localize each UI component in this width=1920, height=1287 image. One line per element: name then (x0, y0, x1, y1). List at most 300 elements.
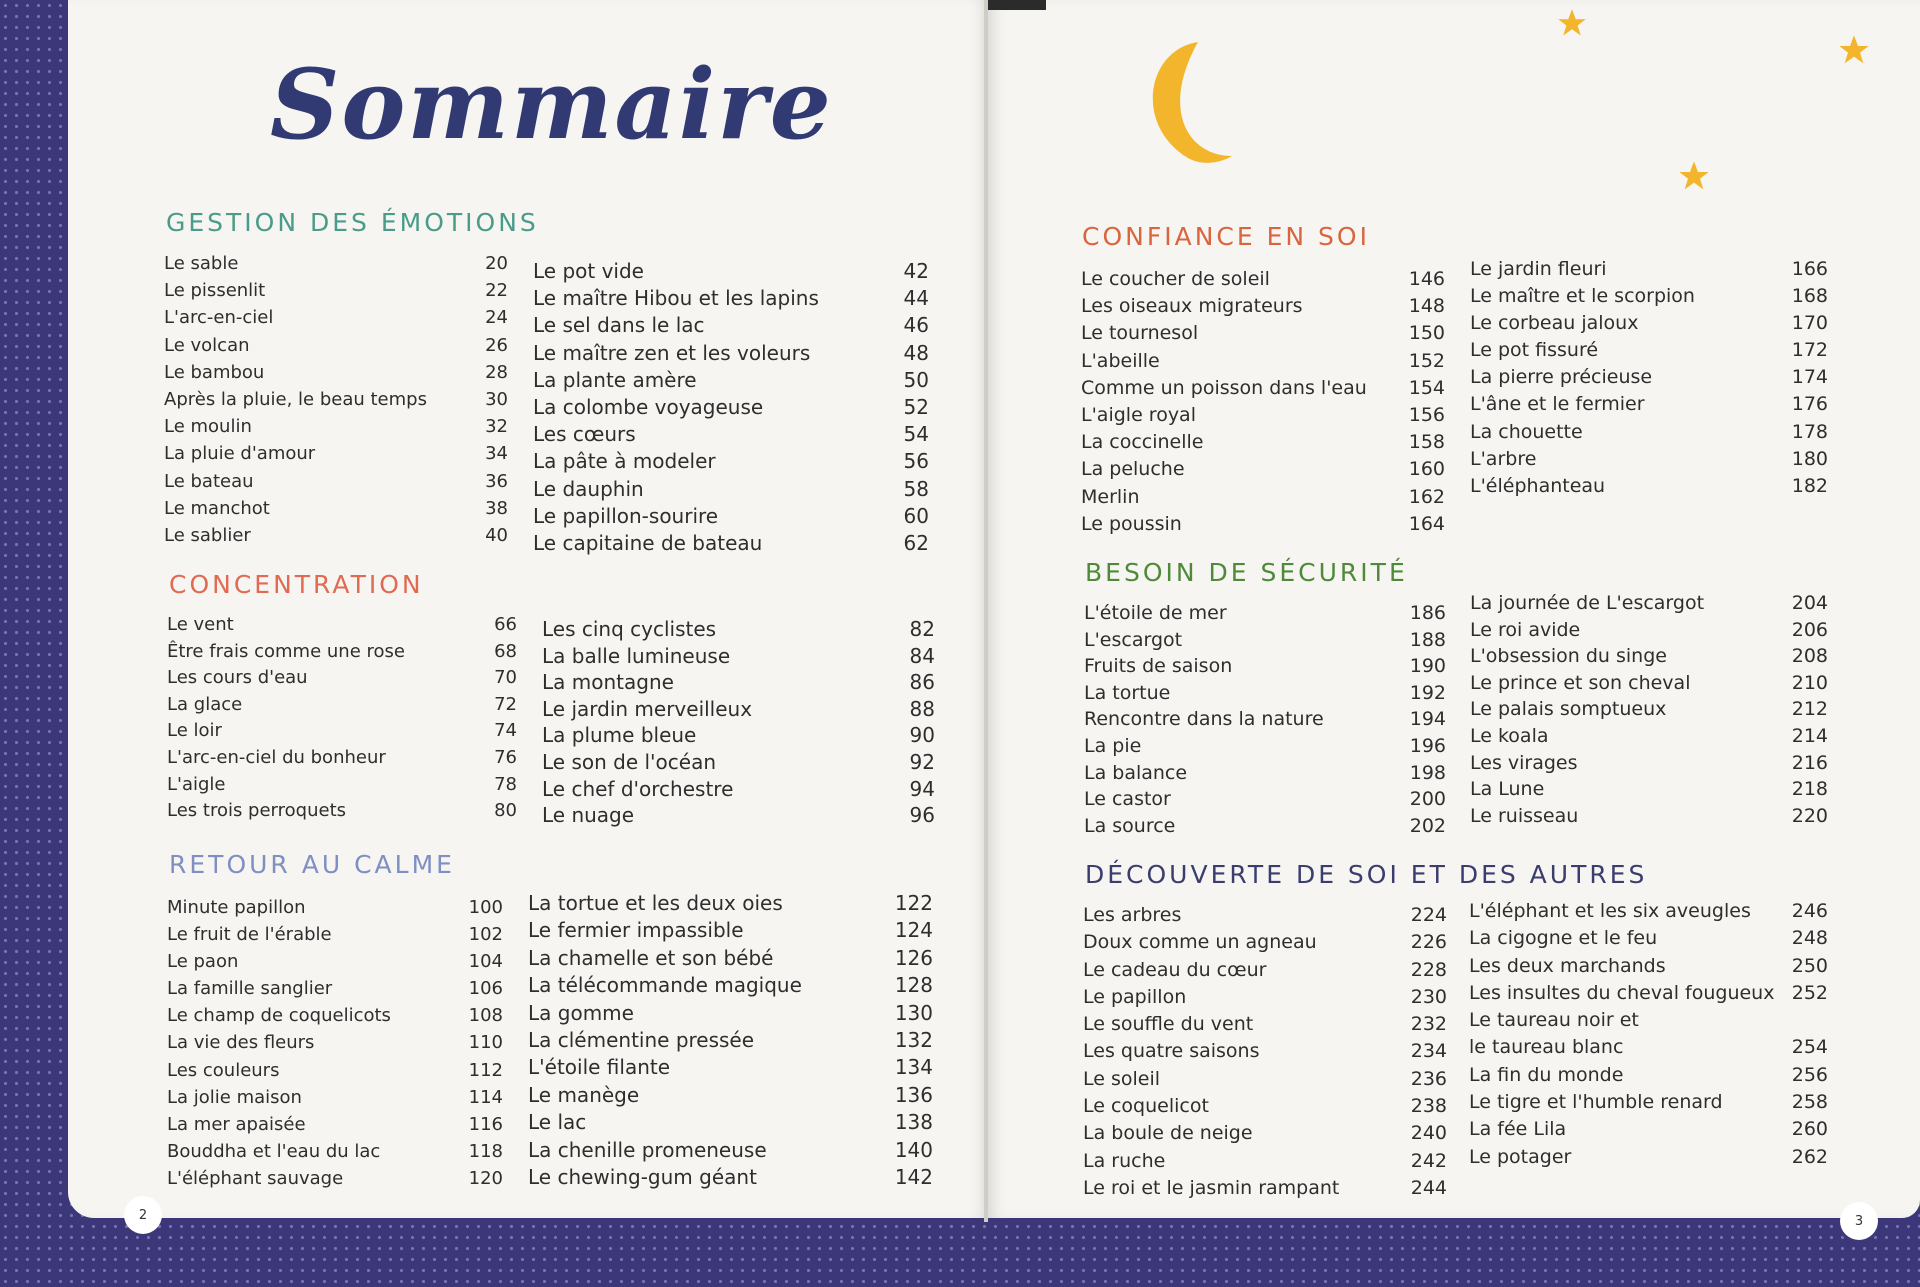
toc-entry-title: Les insultes du cheval fougueux (1469, 981, 1775, 1004)
toc-entry (1081, 511, 1445, 538)
toc-entry (167, 1084, 503, 1111)
toc-entry (164, 359, 508, 386)
toc-entry-title: L'éléphant sauvage (167, 1167, 344, 1189)
toc-entry-page: 68 (494, 640, 517, 662)
toc-entry-title: Le jardin merveilleux (542, 696, 753, 721)
toc-list (528, 890, 933, 1191)
toc-entry-page: 30 (485, 389, 508, 411)
toc-entry-page: 102 (468, 924, 503, 946)
toc-entry-title: La peluche (1081, 458, 1185, 481)
toc-entry (1469, 1089, 1828, 1116)
toc-entry-title: Le coucher de soleil (1081, 268, 1270, 290)
toc-entry (164, 386, 508, 413)
toc-entry-page: 178 (1791, 420, 1828, 443)
toc-entry (1470, 364, 1828, 391)
toc-entry-page: 232 (1410, 1013, 1447, 1036)
toc-entry-page: 122 (894, 891, 933, 915)
toc-entry-title: Le volcan (164, 334, 250, 356)
toc-entry (1469, 1034, 1828, 1061)
toc-entry (167, 1165, 503, 1192)
toc-entry-page: 92 (909, 749, 935, 774)
toc-entry (1470, 670, 1828, 697)
toc-entry-page: 166 (1791, 258, 1828, 280)
toc-entry-title: Le papillon (1083, 985, 1187, 1008)
toc-entry (528, 1082, 933, 1109)
toc-entry-page: 220 (1791, 804, 1828, 827)
toc-entry-title: Le pot fissuré (1470, 339, 1599, 362)
toc-entry-title: Le roi et le jasmin rampant (1083, 1176, 1340, 1199)
toc-entry (1083, 1011, 1447, 1038)
toc-entry-page: 218 (1791, 778, 1828, 801)
toc-entry-page: 32 (485, 416, 508, 438)
toc-entry-title: La pierre précieuse (1470, 366, 1653, 389)
toc-entry-page: 48 (903, 340, 929, 365)
toc-entry (533, 394, 929, 421)
toc-entry (1470, 803, 1828, 830)
toc-entry-page: 202 (1409, 814, 1446, 837)
toc-entry-title: Le paon (167, 951, 239, 973)
toc-entry-page: 140 (894, 1137, 933, 1162)
toc-entry (1084, 627, 1446, 654)
toc-list (1084, 600, 1446, 839)
toc-entry-title: L'éléphant et les six aveugles (1469, 900, 1751, 922)
toc-entry (1470, 391, 1828, 418)
toc-entry-page: 186 (1409, 602, 1446, 624)
toc-entry (1470, 617, 1828, 644)
toc-entry-page: 236 (1410, 1067, 1447, 1090)
toc-entry (167, 745, 517, 772)
toc-entry-title: Les oiseaux migrateurs (1081, 295, 1303, 318)
toc-entry (164, 495, 508, 522)
star-icon (1557, 8, 1587, 38)
toc-entry-title: L'arbre (1470, 447, 1537, 470)
toc-entry-title: La ruche (1083, 1149, 1166, 1172)
toc-entry (1084, 600, 1446, 627)
toc-entry-title: Merlin (1081, 485, 1140, 508)
toc-entry-title: Le vent (167, 614, 234, 635)
toc-entry (1469, 1144, 1828, 1171)
toc-entry-title: Le capitaine de bateau (533, 531, 763, 556)
toc-entry-title: Les trois perroquets (167, 800, 347, 822)
toc-entry-page: 46 (903, 313, 929, 338)
toc-entry (1469, 898, 1828, 925)
toc-entry-page: 116 (468, 1113, 503, 1135)
toc-entry-page: 40 (485, 525, 508, 547)
toc-entry-title: L'abeille (1081, 349, 1160, 372)
toc-entry-title: Le chewing-gum géant (528, 1165, 757, 1190)
toc-entry-title: Le chef d'orchestre (542, 776, 734, 801)
toc-entry (164, 250, 508, 277)
toc-entry-title: Les deux marchands (1469, 954, 1666, 977)
toc-entry-page: 124 (894, 918, 933, 943)
toc-entry (542, 643, 935, 670)
toc-entry (167, 612, 517, 639)
toc-entry-title: Le soleil (1083, 1067, 1161, 1090)
toc-entry (1081, 429, 1445, 456)
toc-entry (1083, 984, 1447, 1011)
toc-entry (542, 776, 935, 803)
toc-entry-title: La source (1084, 814, 1176, 837)
toc-entry (1083, 929, 1447, 956)
toc-entry-title: Le coquelicot (1083, 1095, 1209, 1118)
toc-entry-page: 256 (1791, 1063, 1828, 1086)
toc-entry-page: 152 (1408, 349, 1445, 372)
toc-entry-page: 148 (1408, 295, 1445, 318)
toc-entry (1470, 643, 1828, 670)
toc-list (533, 258, 929, 557)
toc-entry-title: La colombe voyageuse (533, 395, 764, 420)
toc-entry-title: Le pot vide (533, 259, 644, 283)
toc-entry (167, 1002, 503, 1029)
toc-entry (1469, 1116, 1828, 1143)
toc-entry-title: Être frais comme une rose (167, 640, 405, 662)
toc-entry-title: Le lac (528, 1110, 587, 1135)
toc-entry-page: 100 (468, 897, 503, 918)
toc-entry-page: 50 (903, 367, 929, 392)
toc-entry (167, 718, 517, 745)
toc-entry-page: 244 (1410, 1176, 1447, 1199)
toc-entry (167, 772, 517, 799)
toc-entry-page: 86 (909, 670, 935, 695)
toc-list (1083, 902, 1447, 1202)
toc-entry-page: 120 (468, 1167, 503, 1189)
toc-entry-page: 172 (1791, 339, 1828, 362)
toc-entry (528, 1137, 933, 1164)
toc-entry-page: 80 (494, 800, 517, 822)
toc-entry (533, 340, 929, 367)
toc-entry-page: 62 (903, 531, 929, 556)
toc-list (1470, 256, 1828, 500)
toc-entry (164, 277, 508, 304)
toc-entry-title: Le fermier impassible (528, 918, 744, 943)
section-heading-confiance: CONFIANCE EN SOI (1082, 222, 1370, 251)
toc-entry-page: 206 (1791, 618, 1828, 641)
toc-list (1081, 266, 1445, 538)
toc-entry (1083, 1120, 1447, 1147)
toc-entry-page: 192 (1409, 681, 1446, 704)
toc-entry-title: L'aigle royal (1081, 404, 1196, 427)
toc-entry-title: Les arbres (1083, 904, 1182, 926)
toc-entry-title: Le potager (1469, 1145, 1572, 1168)
toc-entry (167, 639, 517, 666)
toc-entry-title: L'éléphanteau (1470, 474, 1606, 497)
toc-list (1469, 898, 1828, 1171)
toc-entry (1469, 1062, 1828, 1089)
toc-entry-page: 36 (485, 470, 508, 492)
toc-entry-page: 252 (1791, 981, 1828, 1004)
toc-entry (1083, 957, 1447, 984)
toc-entry-page: 258 (1791, 1091, 1828, 1114)
toc-entry (1470, 723, 1828, 750)
toc-list (167, 612, 517, 825)
toc-entry-title: La balle lumineuse (542, 643, 731, 668)
toc-entry (1470, 256, 1828, 283)
toc-entry (1470, 337, 1828, 364)
toc-entry-page: 226 (1410, 931, 1447, 954)
toc-entry-title: La chenille promeneuse (528, 1137, 767, 1162)
toc-entry-page: 156 (1408, 404, 1445, 427)
toc-entry-page: 130 (894, 1000, 933, 1025)
toc-entry (1084, 760, 1446, 787)
toc-entry (542, 616, 935, 643)
toc-entry-title: L'escargot (1084, 628, 1183, 651)
toc-entry-page: 210 (1791, 671, 1828, 694)
toc-entry-title: Le koala (1470, 724, 1549, 747)
toc-entry-page: 20 (485, 253, 508, 274)
toc-entry (1470, 750, 1828, 777)
toc-entry (167, 894, 503, 921)
toc-entry-title: Le ruisseau (1470, 804, 1579, 827)
toc-entry-title: Le souffle du vent (1083, 1013, 1254, 1036)
toc-entry-title: L'étoile de mer (1084, 602, 1227, 624)
toc-entry-title: Les quatre saisons (1083, 1040, 1260, 1063)
toc-entry-page: 200 (1409, 788, 1446, 811)
toc-entry-title: Le nuage (542, 803, 635, 828)
toc-entry-title: Les cinq cyclistes (542, 617, 717, 641)
toc-entry (164, 304, 508, 331)
page-title: Sommaire (270, 48, 833, 161)
toc-entry (533, 476, 929, 503)
toc-entry (542, 696, 935, 723)
toc-entry (164, 413, 508, 440)
toc-entry (528, 1027, 933, 1054)
toc-entry-title: La coccinelle (1081, 431, 1204, 454)
toc-entry-title: Le loir (167, 720, 222, 742)
toc-entry (167, 1029, 503, 1056)
toc-entry-title: L'arc-en-ciel (164, 307, 274, 329)
toc-entry-page: 194 (1409, 708, 1446, 731)
toc-entry-title: Le tigre et l'humble renard (1469, 1091, 1723, 1114)
toc-list (167, 894, 503, 1192)
toc-entry-page: 180 (1791, 447, 1828, 470)
toc-entry-title: Le cadeau du cœur (1083, 958, 1267, 981)
toc-entry (1470, 696, 1828, 723)
toc-entry-page: 240 (1410, 1122, 1447, 1145)
toc-entry-title: La cigogne et le feu (1469, 927, 1658, 950)
toc-entry-title: La gomme (528, 1000, 634, 1025)
toc-entry-title: Le sablier (164, 525, 251, 547)
toc-entry (1470, 776, 1828, 803)
toc-entry (533, 312, 929, 339)
toc-entry (1083, 1175, 1447, 1202)
toc-entry-page: 76 (494, 746, 517, 768)
star-icon (1678, 160, 1710, 192)
toc-entry (533, 421, 929, 448)
toc-entry-title: Le roi avide (1470, 618, 1581, 641)
toc-entry (167, 948, 503, 975)
toc-entry-page: 104 (468, 951, 503, 973)
toc-entry-title: La fin du monde (1469, 1063, 1624, 1086)
toc-entry-title: Le dauphin (533, 476, 644, 501)
toc-entry-title: Le son de l'océan (542, 749, 717, 774)
toc-entry-page: 196 (1409, 734, 1446, 757)
toc-entry-page: 26 (485, 334, 508, 356)
toc-entry-title: La jolie maison (167, 1086, 302, 1108)
toc-entry-page: 52 (903, 395, 929, 420)
toc-entry (167, 1057, 503, 1084)
toc-entry (1083, 1148, 1447, 1175)
toc-entry-page: 44 (903, 286, 929, 311)
toc-entry-title: La chouette (1470, 420, 1583, 443)
toc-entry-page: 190 (1409, 655, 1446, 678)
toc-entry (1081, 456, 1445, 483)
toc-entry (167, 665, 517, 692)
toc-entry-page: 90 (909, 723, 935, 748)
toc-entry-page: 246 (1791, 900, 1828, 922)
toc-entry-title: La tortue et les deux oies (528, 891, 783, 915)
toc-entry-title: La clémentine pressée (528, 1028, 755, 1053)
toc-entry-page: 22 (485, 280, 508, 302)
toc-entry-title: Le palais somptueux (1470, 698, 1667, 721)
toc-entry (533, 448, 929, 475)
toc-entry (1083, 1038, 1447, 1065)
toc-entry (542, 669, 935, 696)
page-number: 3 (1840, 1202, 1878, 1240)
toc-entry-title: Doux comme un agneau (1083, 931, 1317, 954)
toc-entry (533, 285, 929, 312)
toc-entry-page: 106 (468, 978, 503, 1000)
toc-entry (167, 921, 503, 948)
toc-entry-page: 198 (1409, 761, 1446, 784)
toc-entry-page: 112 (468, 1059, 503, 1081)
section-heading-retour: RETOUR AU CALME (169, 850, 455, 879)
toc-entry-page: 174 (1791, 366, 1828, 389)
toc-entry-page: 136 (894, 1082, 933, 1107)
toc-entry (1469, 953, 1828, 980)
toc-entry (1469, 1007, 1828, 1034)
toc-entry (1081, 266, 1445, 293)
toc-entry-title: La vie des fleurs (167, 1032, 315, 1054)
toc-entry (533, 503, 929, 530)
toc-entry-title: La mer apaisée (167, 1113, 306, 1135)
toc-entry (1469, 980, 1828, 1007)
toc-entry (1084, 813, 1446, 840)
toc-entry-title: La balance (1084, 761, 1188, 784)
toc-entry-title: Comme un poisson dans l'eau (1081, 376, 1367, 399)
toc-entry-page: 170 (1791, 312, 1828, 335)
toc-entry-page: 108 (468, 1005, 503, 1027)
toc-entry-title: Le champ de coquelicots (167, 1005, 391, 1027)
toc-entry-page: 162 (1408, 485, 1445, 508)
toc-entry-title: Le poussin (1081, 512, 1182, 535)
page-number: 2 (124, 1196, 162, 1234)
toc-entry (528, 917, 933, 944)
toc-entry-title: L'âne et le fermier (1470, 393, 1645, 416)
toc-entry-title: La Lune (1470, 778, 1545, 801)
moon-icon (1128, 38, 1238, 168)
toc-entry-page: 114 (468, 1086, 503, 1108)
toc-entry-title: Fruits de saison (1084, 655, 1233, 678)
toc-entry-page: 158 (1408, 431, 1445, 454)
toc-entry (167, 1138, 503, 1165)
toc-entry-page: 38 (485, 497, 508, 519)
toc-entry-title: La pluie d'amour (164, 443, 316, 465)
toc-entry (1083, 1093, 1447, 1120)
toc-entry-page: 250 (1791, 954, 1828, 977)
toc-entry-page: 34 (485, 443, 508, 465)
toc-list (1470, 590, 1828, 829)
toc-entry (1084, 680, 1446, 707)
toc-entry (164, 468, 508, 495)
toc-entry (1084, 786, 1446, 813)
toc-entry-title: La fée Lila (1469, 1118, 1567, 1141)
toc-entry-title: La chamelle et son bébé (528, 945, 774, 970)
toc-entry-title: Bouddha et l'eau du lac (167, 1140, 381, 1162)
toc-entry-page: 94 (909, 776, 935, 801)
toc-entry-title: La plume bleue (542, 723, 697, 748)
toc-entry-page: 224 (1410, 904, 1447, 926)
toc-entry (528, 890, 933, 917)
toc-entry-title: La plante amère (533, 367, 697, 392)
toc-entry-page: 212 (1791, 698, 1828, 721)
toc-entry-title: Après la pluie, le beau temps (164, 389, 427, 411)
toc-entry-title: Les virages (1470, 751, 1578, 774)
toc-entry (164, 332, 508, 359)
toc-entry (528, 1164, 933, 1191)
toc-entry-title: Le bambou (164, 361, 265, 383)
toc-entry (528, 945, 933, 972)
toc-entry-page: 182 (1791, 474, 1828, 497)
toc-entry-page: 154 (1408, 376, 1445, 399)
toc-entry-title: Le corbeau jaloux (1470, 312, 1639, 335)
toc-entry-page: 82 (909, 617, 935, 641)
toc-entry-title: Le maître et le scorpion (1470, 285, 1695, 308)
toc-entry (533, 367, 929, 394)
toc-entry (528, 1109, 933, 1136)
section-heading-besoin: BESOIN DE SÉCURITÉ (1085, 558, 1408, 587)
toc-entry-page: 208 (1791, 645, 1828, 668)
toc-entry-title: La journée de L'escargot (1470, 592, 1705, 614)
toc-entry-title: La boule de neige (1083, 1122, 1253, 1145)
toc-entry-title: Le jardin fleuri (1470, 258, 1607, 280)
toc-entry-title: La tortue (1084, 681, 1171, 704)
toc-entry-page: 262 (1791, 1145, 1828, 1168)
toc-entry (528, 1000, 933, 1027)
toc-entry-title: Le sable (164, 253, 239, 274)
toc-entry-page: 132 (894, 1028, 933, 1053)
toc-entry (164, 522, 508, 549)
toc-entry-page: 188 (1409, 628, 1446, 651)
toc-entry (1470, 283, 1828, 310)
toc-entry-page: 142 (894, 1165, 933, 1190)
toc-entry-page: 168 (1791, 285, 1828, 308)
toc-entry (1084, 706, 1446, 733)
toc-entry-page: 164 (1408, 512, 1445, 535)
toc-entry-title: Rencontre dans la nature (1084, 708, 1324, 731)
toc-entry (1470, 473, 1828, 500)
toc-entry-title: Le manchot (164, 497, 270, 519)
toc-entry-page: 150 (1408, 322, 1445, 345)
toc-entry-page: 110 (468, 1032, 503, 1054)
toc-entry-page: 228 (1410, 958, 1447, 981)
toc-entry (167, 975, 503, 1002)
toc-entry (1081, 402, 1445, 429)
toc-entry (167, 1111, 503, 1138)
toc-entry-title: Le castor (1084, 788, 1171, 811)
toc-entry-page: 42 (903, 259, 929, 283)
toc-entry (1081, 293, 1445, 320)
toc-entry-title: L'obsession du singe (1470, 645, 1667, 668)
toc-entry-page: 84 (909, 643, 935, 668)
toc-entry (1081, 375, 1445, 402)
toc-entry-page: 24 (485, 307, 508, 329)
toc-entry (1469, 925, 1828, 952)
star-icon (1838, 34, 1870, 66)
toc-entry-title: Le fruit de l'érable (167, 924, 332, 946)
toc-entry (533, 258, 929, 285)
toc-entry-page: 128 (894, 973, 933, 998)
toc-entry-title: Le maître zen et les voleurs (533, 340, 811, 365)
